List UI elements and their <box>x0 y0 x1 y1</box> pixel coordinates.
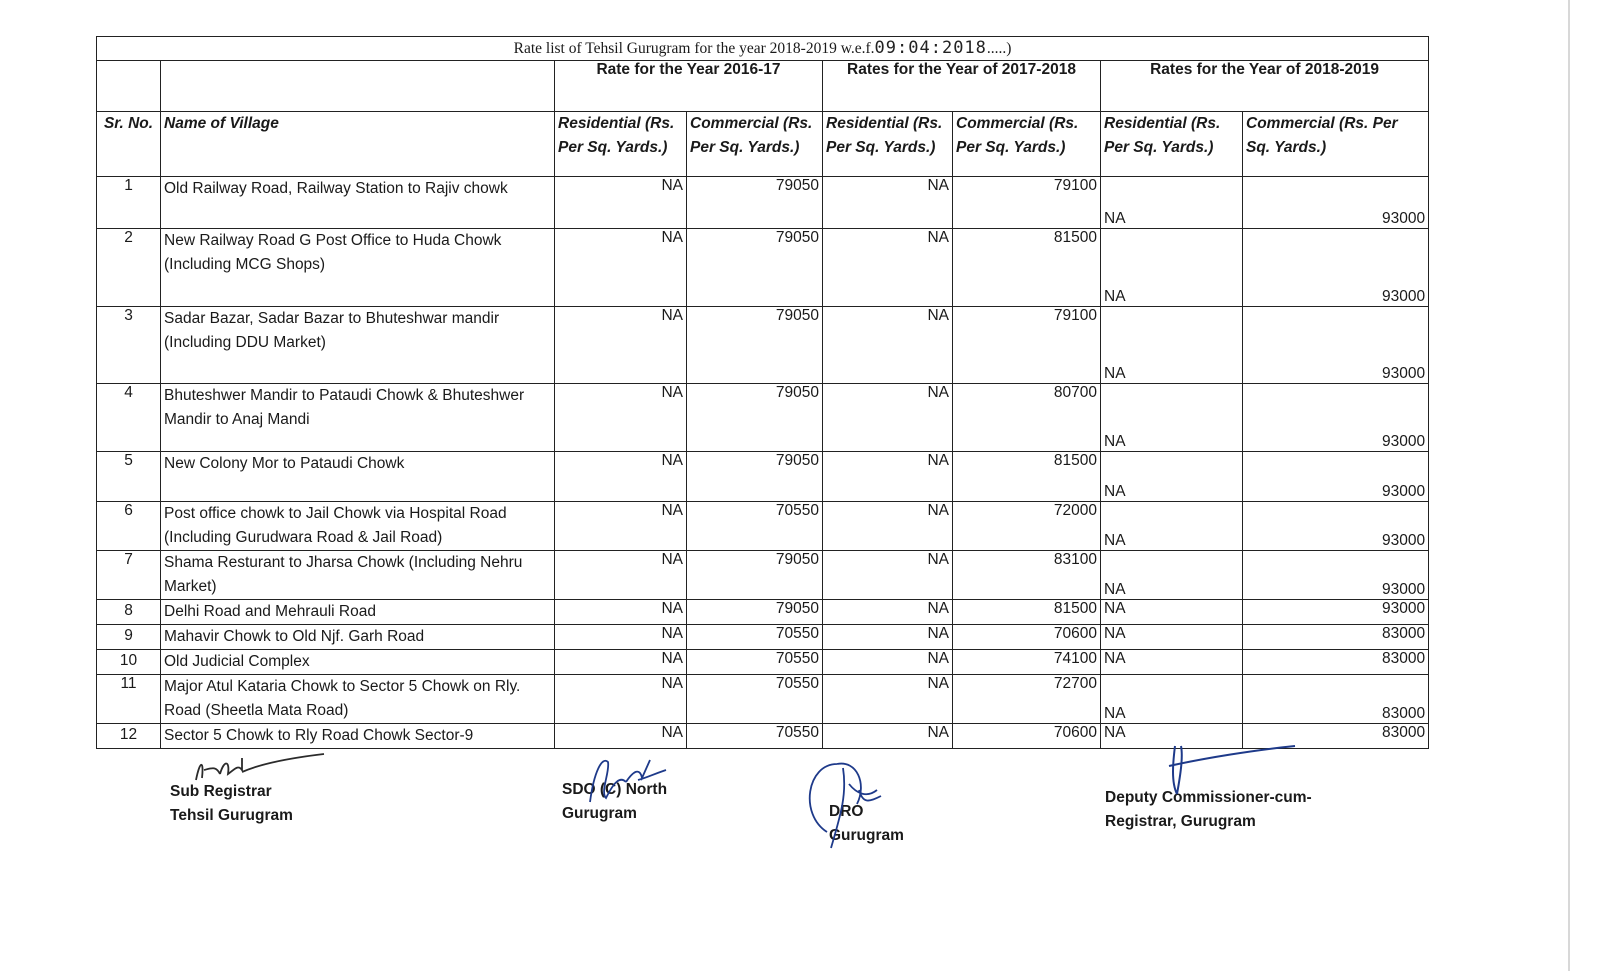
residential-2016-cell: NA <box>555 600 687 625</box>
signatory-sub-registrar <box>170 780 293 828</box>
village-name-cell: Old Judicial Complex <box>161 650 555 675</box>
commercial-2016-cell: 79050 <box>687 551 823 600</box>
commercial-2017-cell: 70600 <box>953 625 1101 650</box>
signature-mark <box>190 750 330 790</box>
signature-mark <box>1165 742 1305 802</box>
header-blank-sr <box>97 61 161 112</box>
sr-no-cell: 8 <box>97 600 161 625</box>
sr-no-cell: 5 <box>97 452 161 502</box>
commercial-2017-cell: 81500 <box>953 600 1101 625</box>
handwritten-date: 09:04:2018 <box>874 38 987 58</box>
signatory-place: Gurugram <box>562 805 637 822</box>
village-name-cell: Bhuteshwer Mandir to Pataudi Chowk & Bhuteshwer Mandir to Anaj Mandi <box>161 384 555 452</box>
table-row <box>97 650 1429 675</box>
header-sr-no: Sr. No. <box>97 112 161 177</box>
residential-2018-cell: NA <box>1101 452 1243 502</box>
residential-2018-cell: NA <box>1101 551 1243 600</box>
commercial-2016-cell: 79050 <box>687 177 823 229</box>
signature-mark <box>797 754 887 854</box>
commercial-2018-cell: 83000 <box>1243 625 1429 650</box>
header-year-2016-17: Rate for the Year 2016-17 <box>555 61 823 112</box>
signatory-dro <box>829 800 904 848</box>
title-suffix: .....) <box>986 40 1012 57</box>
commercial-2016-cell: 79050 <box>687 452 823 502</box>
title-prefix: Rate list of Tehsil Gurugram for the year 2018-2019 w.e.f. <box>513 40 875 57</box>
sr-no-cell: 4 <box>97 384 161 452</box>
table-row <box>97 600 1429 625</box>
residential-2017-cell: NA <box>823 650 953 675</box>
header-residential-2017: Residential (Rs. Per Sq. Yards.) <box>823 112 953 177</box>
signatory-title: SDO (C) North <box>562 781 668 798</box>
commercial-2017-cell: 81500 <box>953 452 1101 502</box>
residential-2016-cell: NA <box>555 307 687 384</box>
village-name-cell: New Colony Mor to Pataudi Chowk <box>161 452 555 502</box>
commercial-2017-cell: 81500 <box>953 229 1101 307</box>
commercial-2017-cell: 79100 <box>953 307 1101 384</box>
commercial-2017-cell: 74100 <box>953 650 1101 675</box>
header-year-2017-18: Rates for the Year of 2017-2018 <box>823 61 1101 112</box>
commercial-2018-cell: 93000 <box>1243 551 1429 600</box>
header-commercial-2018: Commercial (Rs. Per Sq. Yards.) <box>1243 112 1429 177</box>
header-residential-2016: Residential (Rs. Per Sq. Yards.) <box>555 112 687 177</box>
village-name-cell: Mahavir Chowk to Old Njf. Garh Road <box>161 625 555 650</box>
commercial-2016-cell: 79050 <box>687 229 823 307</box>
village-name-cell: Sadar Bazar, Sadar Bazar to Bhuteshwar mandir (Including DDU Market) <box>161 307 555 384</box>
commercial-2016-cell: 70550 <box>687 724 823 749</box>
commercial-2018-cell: 83000 <box>1243 724 1429 749</box>
signatory-title: Deputy Commissioner-cum- <box>1105 789 1312 806</box>
sr-no-cell: 3 <box>97 307 161 384</box>
table-row <box>97 625 1429 650</box>
table-row <box>97 675 1429 724</box>
residential-2017-cell: NA <box>823 625 953 650</box>
commercial-2018-cell: 93000 <box>1243 177 1429 229</box>
residential-2016-cell: NA <box>555 384 687 452</box>
column-header-row <box>97 112 1429 177</box>
residential-2018-cell: NA <box>1101 307 1243 384</box>
residential-2016-cell: NA <box>555 502 687 551</box>
residential-2016-cell: NA <box>555 650 687 675</box>
commercial-2018-cell: 83000 <box>1243 650 1429 675</box>
signatory-deputy-commissioner <box>1105 786 1312 834</box>
village-name-cell: Delhi Road and Mehrauli Road <box>161 600 555 625</box>
residential-2016-cell: NA <box>555 229 687 307</box>
village-name-cell: Major Atul Kataria Chowk to Sector 5 Chowk on Rly. Road (Sheetla Mata Road) <box>161 675 555 724</box>
residential-2017-cell: NA <box>823 724 953 749</box>
residential-2017-cell: NA <box>823 177 953 229</box>
residential-2016-cell: NA <box>555 551 687 600</box>
table-row <box>97 177 1429 229</box>
village-name-cell: New Railway Road G Post Office to Huda Chowk (Including MCG Shops) <box>161 229 555 307</box>
commercial-2017-cell: 72000 <box>953 502 1101 551</box>
commercial-2017-cell: 70600 <box>953 724 1101 749</box>
residential-2018-cell: NA <box>1101 502 1243 551</box>
signatory-sdo <box>562 778 667 826</box>
document-title <box>97 37 1429 61</box>
commercial-2017-cell: 83100 <box>953 551 1101 600</box>
header-commercial-2017: Commercial (Rs. Per Sq. Yards.) <box>953 112 1101 177</box>
residential-2018-cell: NA <box>1101 229 1243 307</box>
table-row <box>97 452 1429 502</box>
residential-2017-cell: NA <box>823 502 953 551</box>
commercial-2018-cell: 93000 <box>1243 452 1429 502</box>
sr-no-cell: 9 <box>97 625 161 650</box>
commercial-2018-cell: 93000 <box>1243 384 1429 452</box>
village-name-cell: Post office chowk to Jail Chowk via Hospital Road (Including Gurudwara Road & Jail Road) <box>161 502 555 551</box>
residential-2017-cell: NA <box>823 452 953 502</box>
residential-2017-cell: NA <box>823 600 953 625</box>
residential-2016-cell: NA <box>555 625 687 650</box>
residential-2018-cell: NA <box>1101 724 1243 749</box>
commercial-2017-cell: 80700 <box>953 384 1101 452</box>
table-row <box>97 502 1429 551</box>
village-name-cell: Shama Resturant to Jharsa Chowk (Including Nehru Market) <box>161 551 555 600</box>
residential-2017-cell: NA <box>823 675 953 724</box>
signatory-title: DRO <box>829 803 864 820</box>
commercial-2016-cell: 70550 <box>687 625 823 650</box>
commercial-2017-cell: 79100 <box>953 177 1101 229</box>
sr-no-cell: 6 <box>97 502 161 551</box>
table-row <box>97 384 1429 452</box>
commercial-2016-cell: 70550 <box>687 502 823 551</box>
commercial-2018-cell: 93000 <box>1243 307 1429 384</box>
commercial-2018-cell: 93000 <box>1243 600 1429 625</box>
commercial-2018-cell: 83000 <box>1243 675 1429 724</box>
commercial-2018-cell: 93000 <box>1243 229 1429 307</box>
village-name-cell: Old Railway Road, Railway Station to Rajiv chowk <box>161 177 555 229</box>
sr-no-cell: 10 <box>97 650 161 675</box>
signatory-place: Gurugram <box>829 827 904 844</box>
commercial-2016-cell: 79050 <box>687 600 823 625</box>
table-row <box>97 307 1429 384</box>
residential-2018-cell: NA <box>1101 600 1243 625</box>
commercial-2017-cell: 72700 <box>953 675 1101 724</box>
header-residential-2018: Residential (Rs. Per Sq. Yards.) <box>1101 112 1243 177</box>
sr-no-cell: 7 <box>97 551 161 600</box>
header-blank-village <box>161 61 555 112</box>
village-name-cell: Sector 5 Chowk to Rly Road Chowk Sector-9 <box>161 724 555 749</box>
residential-2017-cell: NA <box>823 384 953 452</box>
title-row <box>97 37 1429 61</box>
year-header-row <box>97 61 1429 112</box>
residential-2018-cell: NA <box>1101 675 1243 724</box>
sr-no-cell: 11 <box>97 675 161 724</box>
sr-no-cell: 12 <box>97 724 161 749</box>
commercial-2016-cell: 70550 <box>687 650 823 675</box>
residential-2016-cell: NA <box>555 675 687 724</box>
rate-list-table <box>96 36 1429 749</box>
table-row <box>97 229 1429 307</box>
signature-mark <box>580 752 680 812</box>
page-edge <box>1568 0 1570 971</box>
sr-no-cell: 1 <box>97 177 161 229</box>
residential-2017-cell: NA <box>823 307 953 384</box>
commercial-2016-cell: 79050 <box>687 384 823 452</box>
table-row <box>97 551 1429 600</box>
signatory-title: Sub Registrar <box>170 783 272 800</box>
sr-no-cell: 2 <box>97 229 161 307</box>
residential-2018-cell: NA <box>1101 650 1243 675</box>
residential-2018-cell: NA <box>1101 625 1243 650</box>
commercial-2016-cell: 70550 <box>687 675 823 724</box>
residential-2017-cell: NA <box>823 229 953 307</box>
header-village: Name of Village <box>161 112 555 177</box>
signatory-place: Registrar, Gurugram <box>1105 813 1256 830</box>
residential-2016-cell: NA <box>555 724 687 749</box>
residential-2017-cell: NA <box>823 551 953 600</box>
residential-2018-cell: NA <box>1101 384 1243 452</box>
residential-2016-cell: NA <box>555 452 687 502</box>
header-year-2018-19: Rates for the Year of 2018-2019 <box>1101 61 1429 112</box>
signatory-place: Tehsil Gurugram <box>170 807 293 824</box>
commercial-2018-cell: 93000 <box>1243 502 1429 551</box>
header-commercial-2016: Commercial (Rs. Per Sq. Yards.) <box>687 112 823 177</box>
residential-2018-cell: NA <box>1101 177 1243 229</box>
commercial-2016-cell: 79050 <box>687 307 823 384</box>
residential-2016-cell: NA <box>555 177 687 229</box>
